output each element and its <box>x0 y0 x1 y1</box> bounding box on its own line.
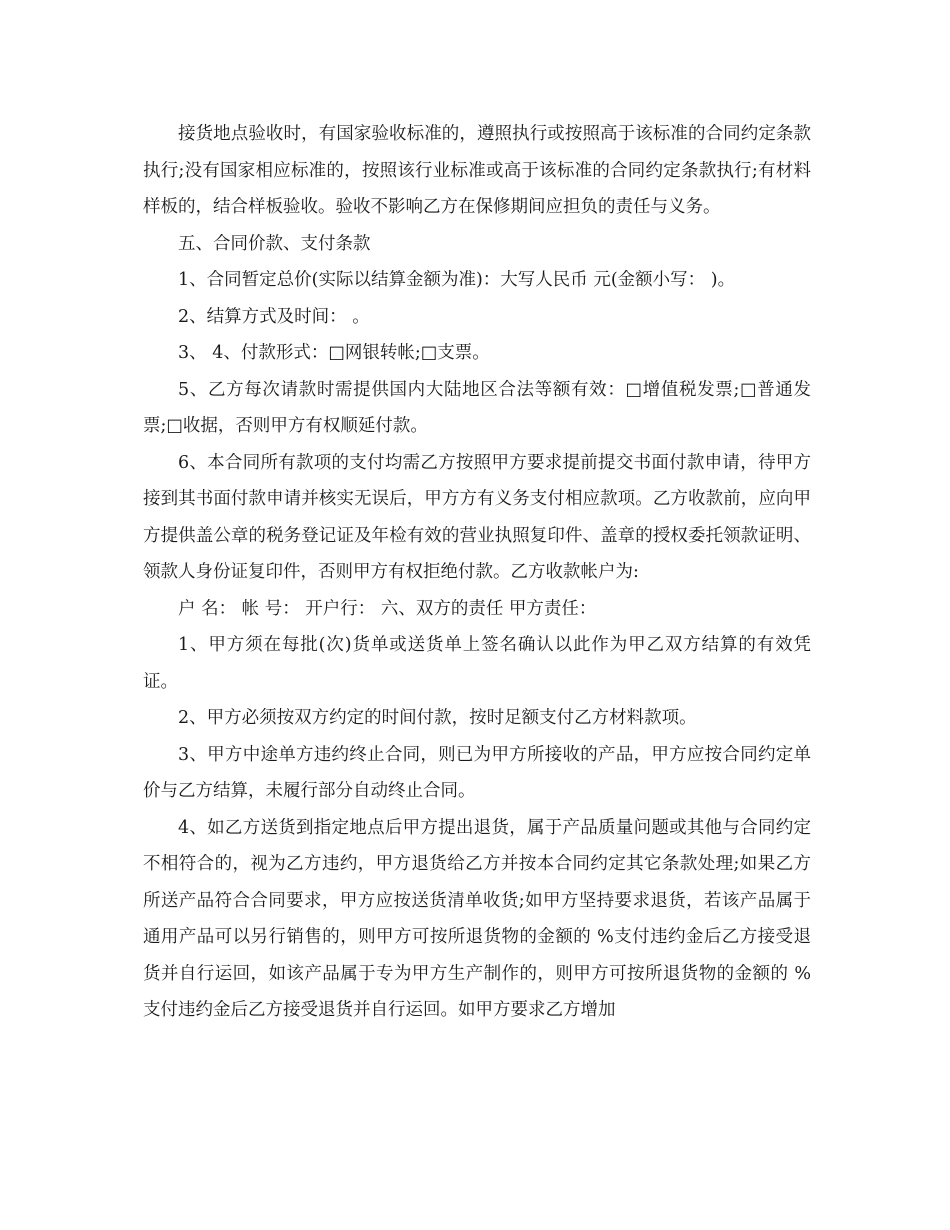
clause-invoice: 5、乙方每次请款时需提供国内大陆地区合法等额有效：□增值税发票;□普通发票;□收据，否则甲方有权顺延付款。 <box>143 379 811 436</box>
account-info-line: 户 名： 帐 号： 开户行： 六、双方的责任 甲方责任： <box>178 598 597 619</box>
clause-settlement-method: 2、结算方式及时间： 。 <box>178 306 370 327</box>
party-a-duty-2: 2、甲方必须按双方约定的时间付款，按时足额支付乙方材料款项。 <box>178 708 697 728</box>
clause-payment-application: 6、本合同所有款项的支付均需乙方按照甲方要求提前提交书面付款申请，待甲方接到其书面付款申请并核实无误后，甲方方有义务支付相应款项。乙方收款前，应向甲方提供盖公章的税务登记证及年检有效的营业执照复印件、盖章的授权委托领款证明、领款人身份证复印件，否则甲方有权拒绝付款。乙方收款帐户为: <box>143 452 811 582</box>
section-heading-price-payment: 五、合同价款、支付条款 <box>178 233 371 254</box>
party-a-duty-4: 4、如乙方送货到指定地点后甲方提出退货，属于产品质量问题或其他与合同约定不相符合的，视为乙方违约，甲方退货给乙方并按本合同约定其它条款处理;如果乙方所送产品符合合同要求，甲方应按送货清单收货;如甲方坚持要求退货，若该产品属于通用产品可以另行销售的，则甲方可按所退货物的金额的 %支付违约金后乙方接受退货并自行运回，如该产品属于专为甲方生产制作的，则甲方可按所退货物的金额的 %支付违约金后乙方接受退货并自行运回。如甲方要求乙方增加 <box>143 817 811 1020</box>
document-body <box>143 116 811 1029</box>
party-a-duty-3: 3、甲方中途单方违约终止合同，则已为甲方所接收的产品，甲方应按合同约定单价与乙方结算，未履行部分自动终止合同。 <box>143 744 811 801</box>
clause-total-price: 1、合同暂定总价(实际以结算金额为准)：大写人民币 元(金额小写： )。 <box>178 270 736 290</box>
party-a-duty-1: 1、甲方须在每批(次)货单或送货单上签名确认以此作为甲乙双方结算的有效凭证。 <box>143 635 811 692</box>
clause-payment-form: 3、 4、付款形式：□网银转帐;□支票。 <box>178 343 490 363</box>
paragraph-acceptance: 接货地点验收时，有国家验收标准的，遵照执行或按照高于该标准的合同约定条款执行;没有国家相应标准的，按照该行业标准或高于该标准的合同约定条款执行;有材料样板的，结合样板验收。验收不影响乙方在保修期间应担负的责任与义务。 <box>143 124 811 217</box>
